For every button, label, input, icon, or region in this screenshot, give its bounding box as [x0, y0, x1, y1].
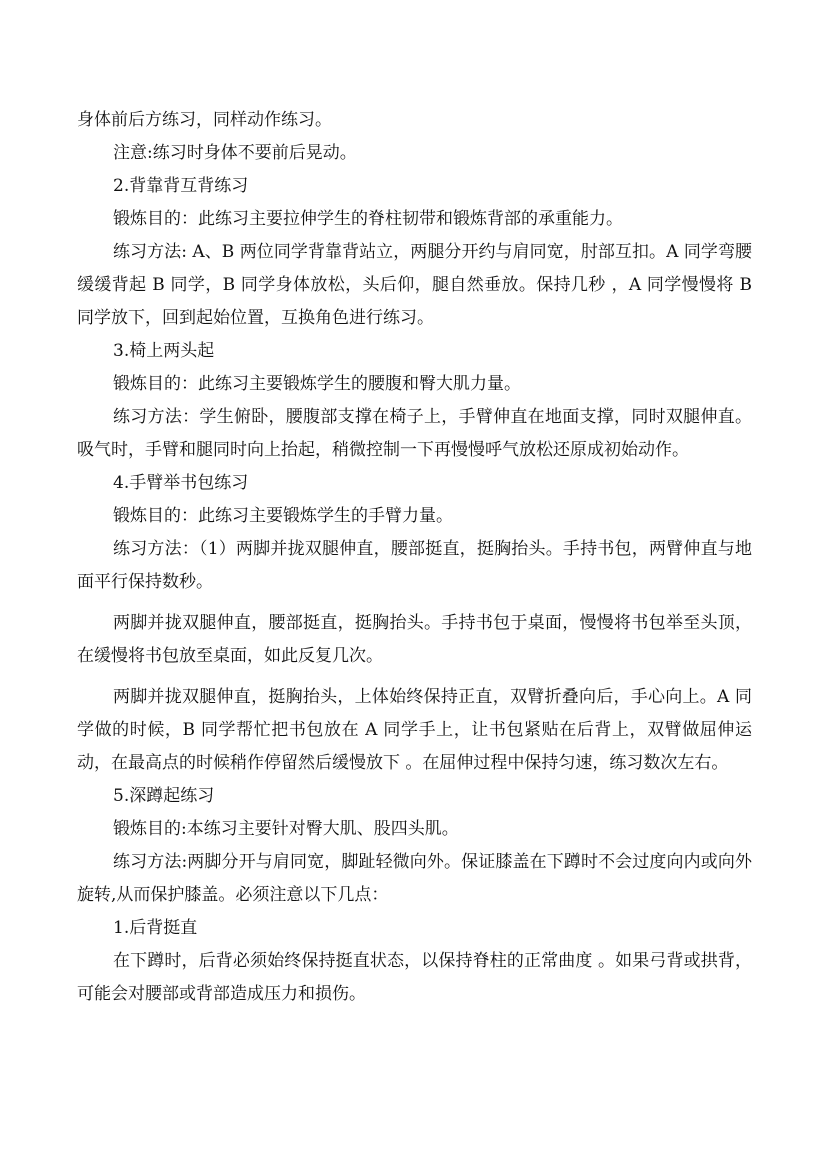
paragraph-note: 注意:练习时身体不要前后晃动。 — [113, 143, 357, 163]
paragraph-method-4c: 两脚并拢双腿伸直，挺胸抬头，上体始终保持正直，双臂折叠向后，手心向上。A 同学做的时候，B 同学帮忙把书包放在 A 同学手上，让书包紧贴在后背上，双臂做屈伸运动，在最高点的时候稍作停留然后缓慢放下 。在屈伸过程中保持匀速，练习数次左右。 — [77, 687, 752, 773]
paragraph-method-3: 练习方法：学生俯卧，腰腹部支撑在椅子上，手臂伸直在地面支撑，同时双腿伸直。吸气时，手臂和腿同时向上抬起，稍微控制一下再慢慢呼气放松还原成初始动作。 — [77, 407, 752, 460]
section-heading-5: 5.深蹲起练习 — [113, 786, 215, 806]
document-body — [77, 104, 752, 1011]
section-heading-4: 4.手臂举书包练习 — [113, 473, 249, 493]
paragraph-method-4b: 两脚并拢双腿伸直，腰部挺直，挺胸抬头。手持书包于桌面，慢慢将书包举至头顶，在缓慢将书包放至桌面，如此反复几次。 — [77, 613, 752, 666]
paragraph-purpose-4: 锻炼目的：此练习主要锻炼学生的手臂力量。 — [113, 506, 453, 526]
paragraph-purpose-2: 锻炼目的：此练习主要拉伸学生的脊柱韧带和锻炼背部的承重能力。 — [113, 209, 623, 229]
section-heading-2: 2.背靠背互背练习 — [113, 176, 249, 196]
paragraph-purpose-5: 锻炼目的:本练习主要针对臀大肌、股四头肌。 — [113, 819, 459, 839]
subheading-back-straight: 1.后背挺直 — [113, 918, 198, 938]
paragraph-continuation: 身体前后方练习，同样动作练习。 — [77, 110, 332, 130]
paragraph-purpose-3: 锻炼目的：此练习主要锻炼学生的腰腹和臀大肌力量。 — [113, 374, 521, 394]
paragraph-method-2: 练习方法: A、B 两位同学背靠背站立，两腿分开约与肩同宽，肘部互扣。A 同学弯腰缓缓背起 B 同学，B 同学身体放松，头后仰，腿自然垂放。保持几秒 ，A 同学慢慢将 B 同学放下，回到起始位置，互换角色进行练习。 — [77, 242, 752, 328]
paragraph-method-5: 练习方法:两脚分开与肩同宽，脚趾轻微向外。保证膝盖在下蹲时不会过度向内或向外旋转,从而保护膝盖。必须注意以下几点： — [77, 852, 752, 905]
paragraph-back-straight: 在下蹲时，后背必须始终保持挺直状态，以保持脊柱的正常曲度 。如果弓背或拱背，可能会对腰部或背部造成压力和损伤。 — [77, 951, 752, 1004]
paragraph-method-4a: 练习方法：（1）两脚并拢双腿伸直，腰部挺直，挺胸抬头。手持书包，两臂伸直与地面平行保持数秒。 — [77, 539, 752, 592]
section-heading-3: 3.椅上两头起 — [113, 341, 215, 361]
